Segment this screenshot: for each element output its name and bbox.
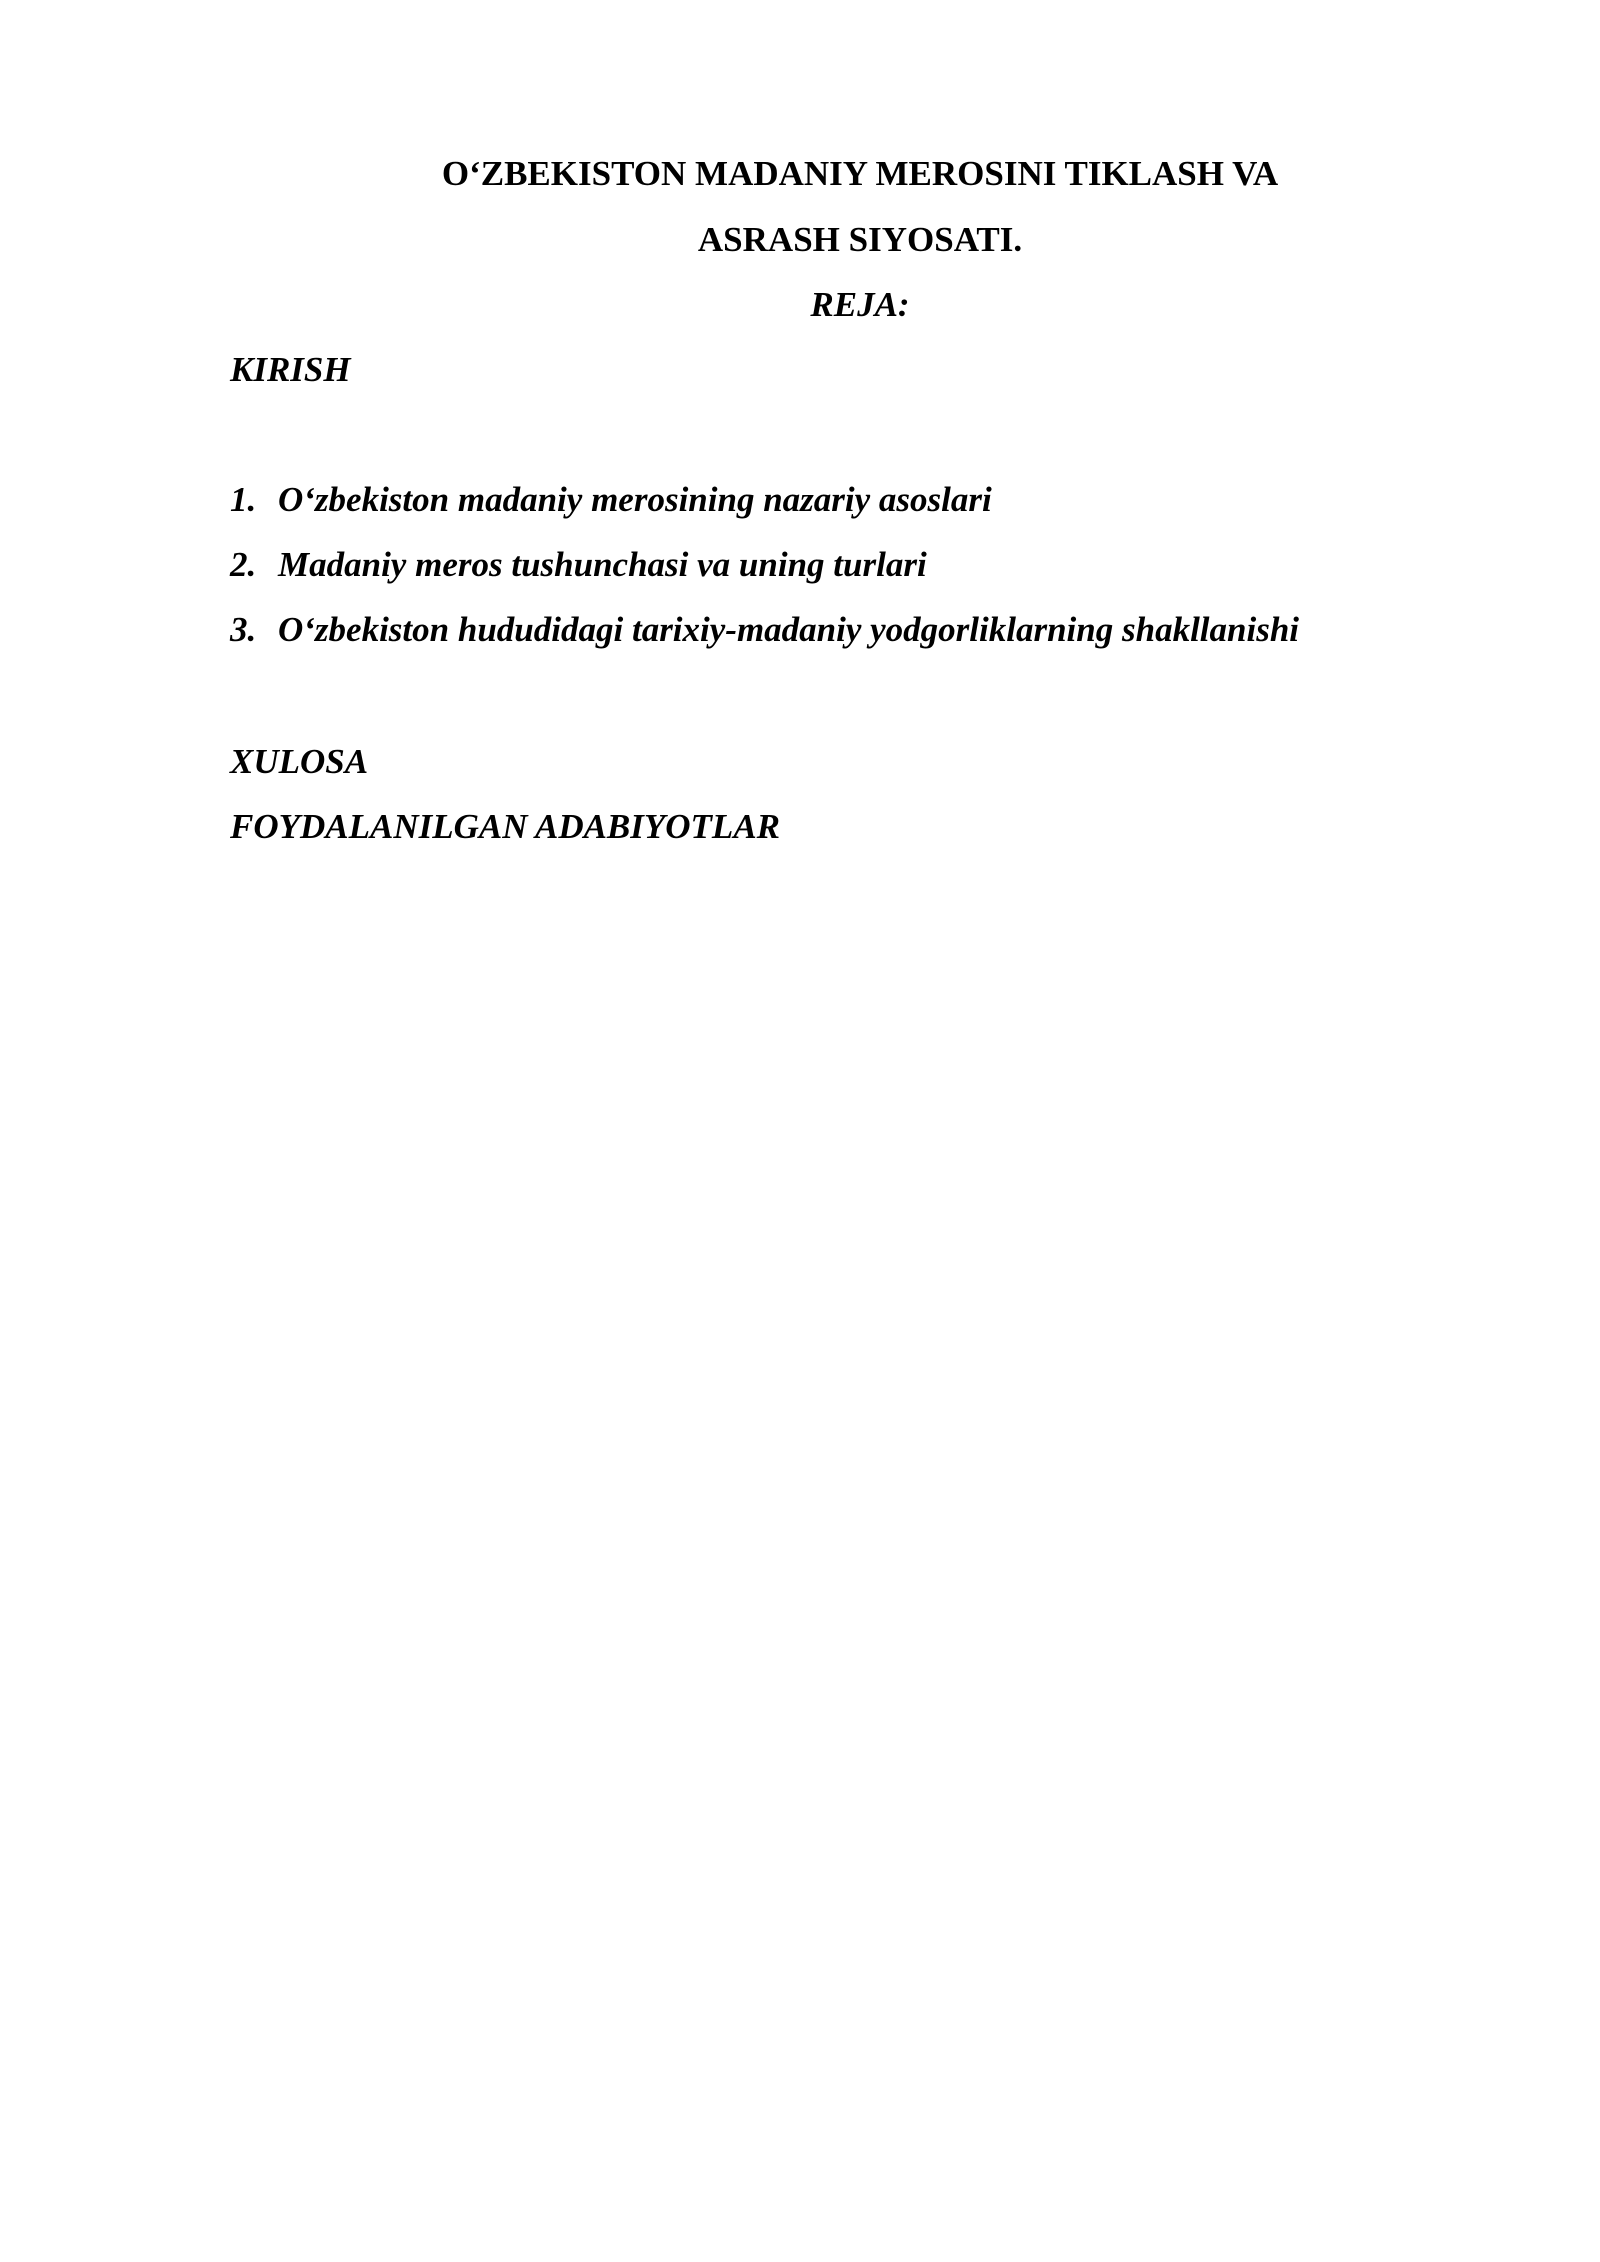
plan-item-number: 2. [230,545,257,584]
document-title-line-1: O‘ZBEKISTON MADANIY MEROSINI TIKLASH VA [441,154,1279,193]
plan-item-1 [230,478,1299,543]
plan-item-3 [230,608,1299,673]
plan-item-text: Madaniy meros tushunchasi va uning turlari [278,545,927,584]
plan-list [230,478,1299,673]
intro-heading: KIRISH [230,350,351,389]
plan-item-number: 3. [230,610,257,649]
conclusion-heading: XULOSA [230,742,369,781]
plan-heading: REJA: [810,285,910,324]
plan-item-text: O‘zbekiston hududidagi tarixiy-madaniy yodgorliklarning shakllanishi [278,610,1300,649]
plan-item-2 [230,543,1299,608]
plan-item-text: O‘zbekiston madaniy merosining nazariy asoslari [278,480,992,519]
document-title-line-2: ASRASH SIYOSATI. [697,220,1023,259]
plan-item-number: 1. [230,480,257,519]
references-heading: FOYDALANILGAN ADABIYOTLAR [230,807,781,846]
